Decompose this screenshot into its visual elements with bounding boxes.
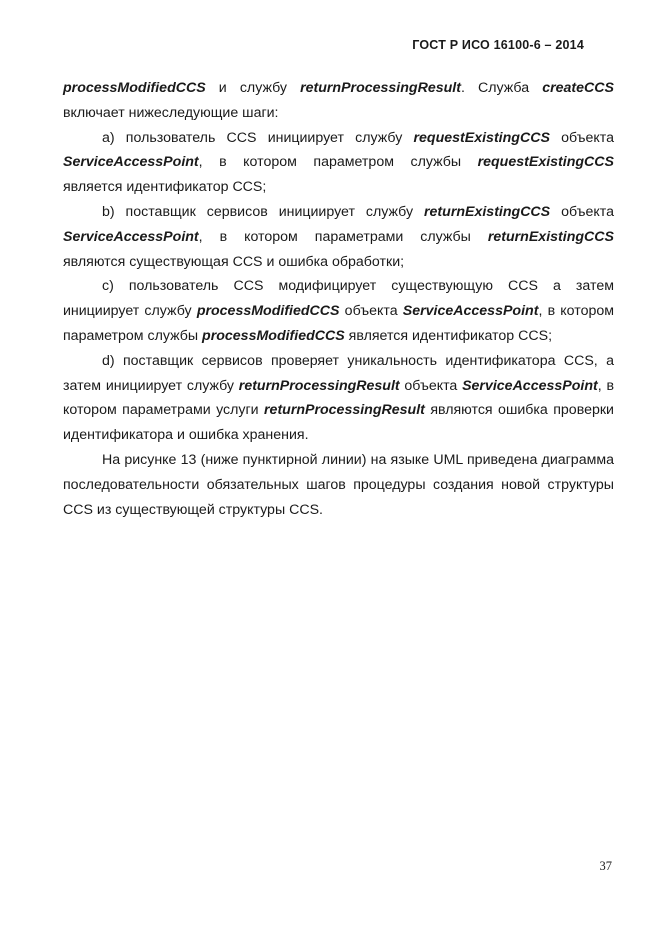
page-number: 37	[599, 859, 612, 873]
paragraph	[63, 76, 614, 126]
text-run: . Служба	[460, 80, 543, 96]
text-run: являются существующая CCS и ошибка обработки;	[63, 253, 405, 270]
code-term: returnProcessingResult	[300, 80, 461, 96]
text-run: объекта	[549, 129, 614, 146]
code-term: ServiceAccessPoint	[462, 377, 598, 394]
text-run: является идентификатор CCS;	[344, 327, 553, 344]
text-run: , в котором параметром службы	[63, 303, 614, 344]
code-term: returnProcessingResult	[264, 402, 425, 419]
text-run: d) поставщик сервисов проверяет уникальность идентификатора CCS, а затем инициирует службу	[63, 352, 614, 394]
code-term: ServiceAccessPoint	[63, 154, 199, 171]
code-term: ServiceAccessPoint	[402, 303, 539, 320]
code-term: processModifiedCCS	[202, 327, 345, 344]
list-item-c	[63, 274, 614, 348]
text-run: На рисунке 13 (ниже пунктирной линии) на языке UML приведена диаграмма последовательности обязательных шагов процедуры создания новой структуры CCS из существующей структуры CCS.	[63, 451, 614, 518]
body-text	[63, 76, 614, 522]
text-run: объекта	[399, 377, 463, 394]
list-item-b	[63, 200, 614, 274]
document-header: ГОСТ Р ИСО 16100-6 – 2014	[412, 38, 584, 52]
text-run: и службу	[205, 80, 301, 96]
code-term: processModifiedCCS	[63, 80, 206, 96]
code-term: returnExistingCCS	[487, 228, 614, 245]
text-run: c) пользователь CCS модифицирует существующую CCS а затем инициирует службу	[63, 278, 614, 320]
text-run: включает нижеследующие шаги:	[63, 104, 279, 121]
code-term: processModifiedCCS	[196, 303, 340, 320]
text-run: являются ошибка проверки идентификатора и ошибка хранения.	[63, 402, 614, 444]
code-term: ServiceAccessPoint	[63, 228, 199, 245]
text-run: объекта	[550, 203, 614, 220]
text-run: является идентификатор CCS;	[63, 179, 267, 196]
code-term: requestExistingCCS	[477, 154, 614, 171]
code-term: createCCS	[542, 80, 614, 96]
text-run: , в котором параметрами услуги	[63, 377, 614, 419]
code-term: requestExistingCCS	[413, 129, 550, 146]
figure-reference-paragraph	[63, 448, 614, 522]
text-run: , в котором параметрами службы	[198, 228, 488, 245]
text-run: a) пользователь CCS инициирует службу	[102, 129, 414, 146]
code-term: returnExistingCCS	[424, 203, 551, 220]
code-term: returnProcessingResult	[238, 377, 400, 394]
text-run: , в котором параметром службы	[198, 154, 478, 171]
text-run: объекта	[339, 303, 403, 320]
text-run: b) поставщик сервисов инициирует службу	[102, 203, 425, 220]
list-item-a	[63, 126, 614, 200]
list-item-d	[63, 349, 614, 448]
